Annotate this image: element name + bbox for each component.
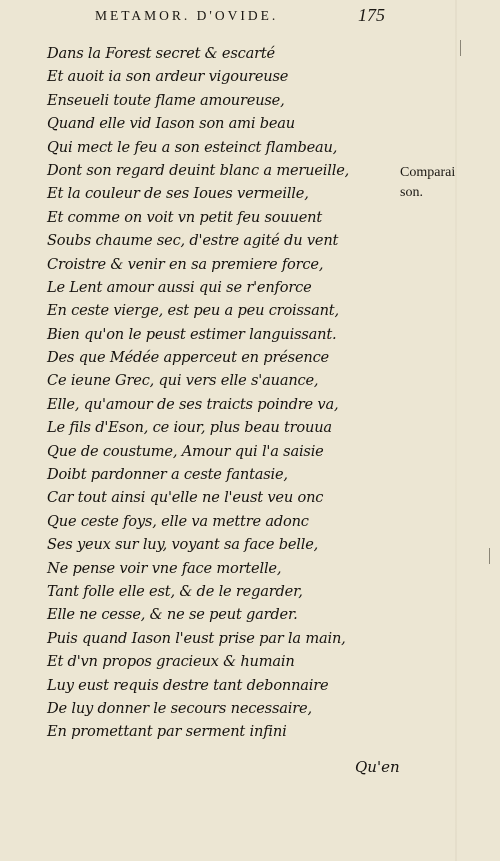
verse-line: Doibt pardonner a ceste fantasie, <box>47 466 288 484</box>
marginal-note-line: Comparai <box>400 165 456 180</box>
verse-line: Luy eust requis destre tant debonnaire <box>47 676 329 694</box>
marginal-note <box>400 163 455 203</box>
verse-line: Tant folle elle est, & de le regarder, <box>47 582 303 600</box>
verse-line: De luy donner le secours necessaire, <box>47 699 312 717</box>
verse-line: Dans la Forest secret & escarté <box>47 45 275 62</box>
catchword: Qu'en <box>355 758 400 776</box>
verse-line: Car tout ainsi qu'elle ne l'eust veu onc <box>47 489 324 507</box>
page-edge-shadow <box>455 0 457 861</box>
verse-line: Bien qu'on le peust estimer languissant. <box>47 325 337 343</box>
verse-line: En ceste vierge, est peu a peu croissant, <box>47 302 339 320</box>
verse-line: Ce ieune Grec, qui vers elle s'auance, <box>47 372 319 390</box>
verse-line: Ne pense voir vne face mortelle, <box>47 559 282 577</box>
verse-line: Le fils d'Eson, ce iour, plus beau trouua <box>47 419 332 437</box>
verse-line: Dont son regard deuint blanc a merueille, <box>47 161 350 179</box>
marginal-note-line: son. <box>400 185 423 200</box>
verse-line: Et auoit ia son ardeur vigoureuse <box>47 68 289 86</box>
verse-line: Et comme on voit vn petit feu souuent <box>47 208 323 226</box>
margin-tick-mark <box>460 40 461 56</box>
verse-line: Que ceste foys, elle va mettre adonc <box>47 512 309 530</box>
verse-line: Ses yeux sur luy, voyant sa face belle, <box>47 536 319 554</box>
verse-line: Quand elle vid Iason son ami beau <box>47 115 295 133</box>
verse-line: Elle, qu'amour de ses traicts poindre va, <box>47 395 339 413</box>
verse-line: Soubs chaume sec, d'estre agité du vent <box>47 232 339 250</box>
verse-line: Qui mect le feu a son esteinct flambeau, <box>47 138 338 156</box>
verse-line: En promettant par serment infini <box>47 723 287 741</box>
verse-line: Que de coustume, Amour qui l'a saisie <box>47 442 324 460</box>
verse-line: Puis quand Iason l'eust prise par la main, <box>47 629 346 647</box>
verse-line: Et d'vn propos gracieux & humain <box>47 653 295 671</box>
verse-line: Croistre & venir en sa premiere force, <box>47 255 324 273</box>
verse-line: Et la couleur de ses Ioues vermeille, <box>47 185 309 203</box>
verse-block <box>47 42 349 744</box>
page-number: 175 <box>358 5 385 25</box>
verse-line: Des que Médée apperceut en présence <box>47 349 329 367</box>
verse-line: Le Lent amour aussi qui se r'enforce <box>47 278 312 296</box>
running-title: METAMOR. D'OVIDE. <box>95 8 279 23</box>
verse-line: Elle ne cesse, & ne se peut garder. <box>47 606 298 624</box>
margin-tick-mark <box>489 548 490 564</box>
verse-line: Enseueli toute flame amoureuse, <box>47 91 285 109</box>
